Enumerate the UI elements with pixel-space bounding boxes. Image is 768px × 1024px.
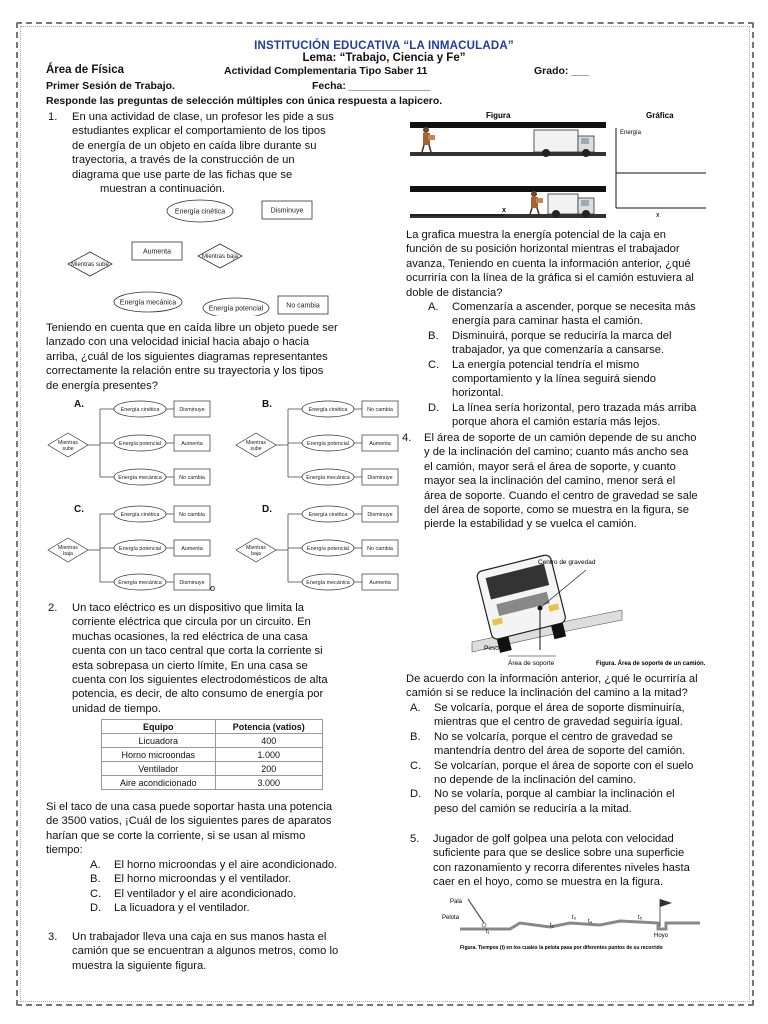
q1-question-line: correctamente la relación entre su trayectoria y los tipos [46, 365, 324, 378]
q2-option-b[interactable] [90, 872, 337, 886]
q3-question-line: ocurriría con la línea de la gráfica si el camión estuviera al [406, 272, 694, 285]
change-label: Aumenta [181, 546, 203, 552]
hole-label: Hoyo [654, 933, 669, 939]
graph-x-label: x [656, 212, 660, 219]
ball-label: Pelota [442, 915, 460, 921]
change-label: Aumenta [369, 580, 391, 586]
table-row [102, 776, 323, 790]
energy-label: Energía potencial [307, 441, 349, 447]
card-rises-label: Mientras sube [71, 262, 109, 268]
option-line: peso del camión se reduciría a la mitad. [434, 802, 632, 815]
road-bottom [410, 186, 606, 192]
option-line: mientras que el centro de gravedad seguiría igual. [434, 716, 683, 729]
option-line: No se volcaría, porque el centro de gravedad se [434, 730, 673, 743]
option-line: porque ahora el camión estaría más lejos. [452, 416, 661, 429]
q3-options [428, 300, 728, 430]
q5-intro [433, 832, 733, 890]
q2-question-line: harían que se corte la corriente, si se usan al mismo [46, 829, 306, 842]
q2-intro-line: cuenta con un taco central que corta la corriente si [72, 645, 323, 658]
q1-question-line: lanzado con una velocidad inicial hacia abajo o hacia [46, 336, 310, 349]
table-header-cell: Equipo [102, 720, 216, 734]
card-potential-label: Energía potencial [208, 305, 264, 313]
option-letter: B. [410, 730, 421, 743]
option-line: energía para caminar hasta el camión. [452, 315, 643, 328]
change-label: Aumenta [369, 441, 391, 447]
energy-label: Energía mecánica [306, 475, 350, 481]
option-text: El horno microondas y el aire acondicionado. [114, 859, 338, 871]
q3-number: 3. [48, 931, 58, 943]
golf-club-icon [468, 899, 484, 923]
club-label: Pala [450, 899, 463, 905]
q4-intro-line: área de soporte. Cuando el centro de gravedad se sale [424, 489, 698, 502]
q3-question-line: La grafica muestra la energía potencial de la caja en [406, 229, 666, 241]
worker-icon [530, 191, 543, 214]
q4-intro [424, 431, 734, 532]
change-label: No cambia [367, 407, 393, 413]
option-line: No se volaría, porque al cambiar la inclinación el [434, 788, 675, 801]
q2-question-line: tiempo: [46, 844, 83, 857]
q5-golf-figure [420, 893, 720, 953]
diagram-letter: B. [262, 399, 272, 410]
q1-intro-line: En una actividad de clase, un profesor les pide a sus [72, 111, 334, 123]
option-text: La licuadora y el ventilador. [114, 902, 250, 915]
t1-label: t₁ [486, 929, 490, 935]
diagram-option-a[interactable] [44, 395, 214, 495]
option-line: La energía potencial tendría el mismo [452, 358, 640, 371]
option-letter: A. [428, 301, 439, 313]
road-top [410, 122, 606, 128]
q4-question-line: De acuerdo con la información anterior, ¿qué le ocurriría al [406, 673, 698, 685]
q2-intro-line: Un taco eléctrico es un dispositivo que limita la [72, 602, 304, 614]
q2-intro [72, 601, 372, 716]
q5-intro-line: con razonamiento y recorra diferentes niveles hasta [433, 861, 690, 874]
option-line: Disminuirá, porque se reduciría la marca del [452, 329, 672, 342]
q3-question-line: función de su posición horizontal mientras el trabajador [406, 243, 680, 256]
card-decreases-label: Disminuye [270, 207, 304, 215]
table-header-row [102, 720, 323, 734]
q4-figure-caption: Figura. Área de soporte de un camión. [596, 661, 706, 667]
session-label: Primer Sesión de Trabajo. [46, 80, 175, 92]
activity-label: Actividad Complementaria Tipo Saber 11 [224, 65, 428, 77]
option-letter: D. [410, 788, 422, 801]
q1-intro-line: diagrama que use parte de las fichas que se [72, 168, 293, 181]
option-letter: C. [90, 887, 102, 900]
card-increases-label: Aumenta [142, 248, 172, 256]
root-label: baja [63, 551, 73, 557]
t5-label: t₅ [638, 915, 643, 921]
q2-option-c[interactable] [90, 887, 337, 901]
q4-option-a[interactable] [410, 701, 730, 730]
table-cell: 200 [215, 762, 323, 776]
figure-label: Figura [486, 111, 511, 120]
q4-intro-line: y de la inclinación del camino; cuanto más ancho sea [424, 446, 689, 459]
option-letter: D. [90, 902, 102, 915]
change-label: No cambia [179, 475, 205, 481]
change-label: Disminuye [179, 407, 205, 413]
t4-label: t₄ [588, 919, 593, 925]
change-label: Disminuye [367, 512, 393, 518]
golf-ball-icon [482, 923, 486, 927]
energy-label: Energía cinética [308, 512, 348, 518]
option-letter: C. [410, 759, 422, 772]
change-label: No cambia [179, 512, 205, 518]
table-row [102, 748, 323, 762]
card-mechanical-label: Energía mecánica [119, 299, 177, 307]
q2-intro-line: potencia, es decir, de alto consumo de energía por [72, 688, 324, 701]
root-label: Mientras [246, 440, 266, 446]
option-line: no depende de la inclinación del camino. [434, 774, 637, 787]
q5-number: 5. [410, 833, 420, 845]
q2-intro-line: esta sobrepasa un cierto límite, En una casa se [72, 659, 308, 672]
q2-question [46, 800, 366, 858]
q1-question-line: arriba, ¿cuál de los siguientes diagramas representantes [46, 350, 328, 363]
q1-intro-line: trayectoria, a través de la construcción de un [72, 154, 295, 167]
q4-intro-line: mayor sea la inclinación del camino, menor será el [424, 475, 676, 488]
table-cell: Ventilador [102, 762, 216, 776]
q1-intro-line: muestran a continuación. [100, 183, 226, 196]
cg-label: Centro de gravedad [538, 559, 596, 566]
energy-label: Energía cinética [120, 407, 160, 413]
q1-intro [72, 110, 372, 196]
t3-label: t₃ [572, 915, 577, 921]
q2-intro-line: cuenta con los siguientes electrodomésticos de alta [72, 674, 328, 687]
q3-option-d[interactable] [428, 401, 728, 430]
q2-question-line: Si el taco de una casa puede soportar hasta una potencia [46, 801, 333, 813]
grade-field[interactable]: Grado: ___ [534, 65, 589, 77]
diagram-option-c[interactable] [44, 500, 214, 600]
table-row [102, 762, 323, 776]
q5-intro-line: suficiente para que se deslice sobre una superficie [433, 847, 685, 860]
instructions: Responde las preguntas de selección múltiples con única respuesta a lapicero. [46, 95, 443, 107]
option-letter: C. [428, 358, 440, 371]
option-line: mantendría dentro del área de soporte del camión. [434, 745, 686, 758]
truck-icon [548, 194, 594, 218]
q1-intro-line: de energía de un objeto en caída libre durante su [72, 139, 317, 152]
area-label: Área de Física [46, 64, 124, 76]
q3-option-b[interactable] [428, 329, 728, 358]
option-text: El horno microondas y el ventilador. [114, 873, 292, 886]
card-kinetic-label: Energía cinética [174, 208, 226, 216]
q2-intro-line: corriente eléctrica que circula por un circuito. En [72, 616, 311, 629]
q4-option-b[interactable] [410, 730, 730, 759]
q3-intro-line: Un trabajador lleva una caja en sus manos hasta el [72, 931, 327, 943]
q3-question-line: avanza, Teniendo en cuenta la información anterior, ¿qué [406, 257, 691, 270]
energy-label: Energía mecánica [118, 580, 162, 586]
option-line: horizontal. [452, 387, 504, 400]
table-cell: 3.000 [215, 776, 323, 790]
support-area-label: Área de soporte [508, 660, 555, 667]
card-no-change-label: No cambia [286, 302, 320, 310]
q5-figure-caption: Figura. Tiempos (t) en los cuales la pelota pasa por diferentes puntos de su recorrido [460, 945, 663, 951]
energy-label: Energía potencial [119, 441, 161, 447]
road-top-lower [410, 152, 606, 156]
change-label: Disminuye [367, 475, 393, 481]
q4-intro-line: El área de soporte de un camión depende de su ancho [424, 432, 697, 444]
q4-options [410, 701, 730, 816]
flag-icon [660, 899, 672, 907]
q1-question [46, 321, 366, 393]
table-cell: Aire acondicionado [102, 776, 216, 790]
option-line: Comenzaría a ascender, porque se necesita más [452, 301, 696, 313]
option-letter: D. [428, 401, 440, 414]
energy-label: Energía cinética [120, 512, 160, 518]
terrain-profile [460, 921, 700, 929]
option-letter: A. [410, 702, 421, 714]
q1-intro-line: estudiantes explicar el comportamiento de los tipos [72, 125, 326, 138]
graph-y-label: Energía [620, 130, 642, 136]
option-line: comportamiento y la línea seguirá siendo [452, 373, 656, 386]
option-text: El ventilador y el aire acondicionado. [114, 887, 297, 900]
energy-label: Energía cinética [308, 407, 348, 413]
diagram-letter: C. [74, 504, 84, 515]
date-field[interactable]: Fecha: ______________ [312, 80, 431, 92]
q2-intro-line: unidad de tiempo. [72, 702, 161, 715]
root-label: Mientras [58, 440, 78, 446]
change-label: Disminuye [179, 580, 205, 586]
table-cell: Horno microondas [102, 748, 216, 762]
diagram-letter: A. [74, 399, 84, 410]
q4-option-d[interactable] [410, 787, 730, 816]
energy-label: Energía potencial [119, 546, 161, 552]
root-label: baja [251, 551, 261, 557]
root-label: Mientras [58, 545, 78, 551]
q1-cards-figure [60, 196, 360, 316]
change-label: No cambia [367, 546, 393, 552]
q1-diagram-options [44, 395, 394, 600]
q1-number: 1. [48, 111, 58, 123]
diagram-option-d[interactable] [232, 500, 402, 600]
institution-title: INSTITUCIÓN EDUCATIVA “LA INMACULADA” [254, 40, 514, 52]
q4-question [406, 672, 736, 701]
q3-question [406, 228, 726, 300]
motto: Lema: “Trabajo, Ciencia y Fe” [302, 52, 466, 64]
q4-intro-line: pierde la estabilidad y se vuelca el camión. [424, 518, 637, 531]
power-table [101, 719, 323, 790]
q4-intro-line: el camión, mayor será el área de soporte, y cuanto [424, 460, 676, 473]
diagram-letter: D. [262, 504, 272, 515]
q3-figure [406, 108, 718, 226]
root-label: sube [250, 446, 262, 452]
table-header-cell: Potencia (vatios) [215, 720, 323, 734]
table-cell: 1.000 [215, 748, 323, 762]
energy-label: Energía mecánica [306, 580, 350, 586]
energy-label: Energía mecánica [118, 475, 162, 481]
q2-options [90, 858, 337, 916]
q5-intro-line: caer en el hoyo, como se muestra en la figura. [433, 876, 664, 889]
q4-intro-line: del área de soporte, como se muestra en la figura, se [424, 504, 689, 517]
q4-truck-figure [452, 550, 720, 668]
weight-label: Peso [484, 645, 499, 652]
q3-question-line: doble de distancia? [406, 286, 503, 299]
table-cell: 400 [215, 734, 323, 748]
change-label: Aumenta [181, 441, 203, 447]
q2-question-line: de 3500 vatios, ¡Cuál de los siguientes pares de aparatos [46, 815, 332, 828]
option-letter: B. [428, 329, 439, 342]
q5-intro-line: Jugador de golf golpea una pelota con velocidad [433, 833, 674, 845]
q3-option-a[interactable] [428, 300, 728, 329]
q1-question-line: Teniendo en cuenta que en caída libre un objeto puede ser [46, 322, 338, 334]
graph-label: Gráfica [646, 111, 674, 120]
q2-option-a[interactable] [90, 858, 337, 872]
option-letter: B. [90, 873, 101, 886]
diagram-option-b[interactable] [232, 395, 402, 495]
stray-mark: o [210, 583, 216, 593]
q3-intro [72, 930, 372, 973]
root-label: Mientras [246, 545, 266, 551]
q4-question-line: camión si se reduce la inclinación del camino a la mitad? [406, 687, 688, 700]
option-line: Se volcarían, porque el área de soporte con el suelo [434, 759, 694, 772]
x-arrow-label: x [502, 207, 506, 214]
option-line: trabajador, ya que comenzaría a cansarse. [452, 344, 665, 357]
q3-intro-line: muestra la siguiente figura. [72, 959, 207, 972]
table-cell: Licuadora [102, 734, 216, 748]
q3-intro-line: camión que se encuentran a algunos metros, como lo [72, 945, 339, 958]
q2-number: 2. [48, 602, 58, 614]
option-line: Se volcaría, porque el área de soporte disminuiría, [434, 702, 685, 714]
q4-option-c[interactable] [410, 759, 730, 788]
q4-number: 4. [402, 432, 412, 444]
option-line: La línea sería horizontal, pero trazada más arriba [452, 401, 697, 414]
q2-intro-line: muchas ocasiones, la red eléctrica de una casa [72, 630, 308, 643]
worker-icon [422, 127, 435, 152]
root-label: sube [62, 446, 74, 452]
card-falls-label: Mientras baja [201, 254, 239, 260]
energy-label: Energía potencial [307, 546, 349, 552]
t2-label: t₂ [550, 923, 554, 929]
table-row [102, 734, 323, 748]
q1-question-line: de energía presentes? [46, 379, 158, 392]
q2-option-d[interactable] [90, 901, 337, 915]
q3-option-c[interactable] [428, 358, 728, 401]
option-letter: A. [90, 859, 101, 871]
